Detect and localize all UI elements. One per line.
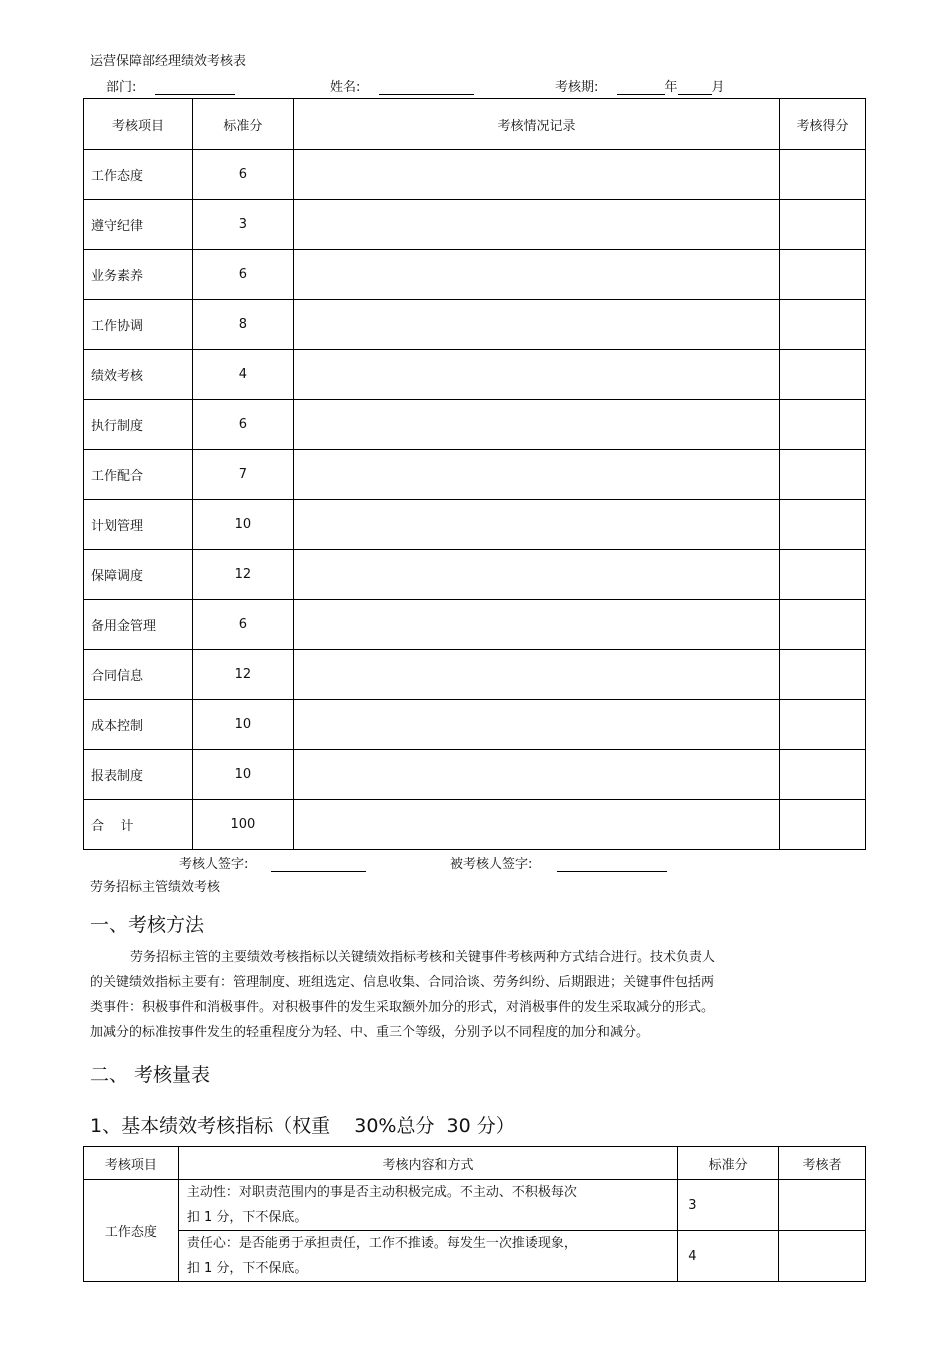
standard-score-cell: 6 — [192, 400, 293, 450]
table-row — [84, 450, 866, 500]
table-row — [84, 300, 866, 350]
table-row — [84, 650, 866, 700]
para-line: 加减分的标准按事件发生的轻重程度分为轻、中、重三个等级，分别予以不同程度的加分和减分。 — [90, 1025, 650, 1040]
table-row — [84, 750, 866, 800]
table-header-row — [84, 99, 866, 150]
header-standard-score: 标准分 — [678, 1147, 779, 1180]
record-cell[interactable] — [293, 400, 779, 450]
standard-score-cell: 6 — [192, 250, 293, 300]
content-cell — [178, 1180, 677, 1231]
table-row — [84, 150, 866, 200]
record-cell[interactable] — [293, 350, 779, 400]
table-row — [84, 500, 866, 550]
content-line: 主动性：对职责范围内的事是否主动积极完成。不主动、不积极每次 — [186, 1185, 577, 1200]
standard-score-cell: 100 — [192, 800, 293, 850]
item-cell: 工作态度 — [84, 150, 193, 200]
item-cell: 工作协调 — [84, 300, 193, 350]
item-cell: 遵守纪律 — [84, 200, 193, 250]
standard-score-cell: 10 — [192, 500, 293, 550]
record-cell[interactable] — [293, 300, 779, 350]
year-field[interactable] — [617, 78, 665, 95]
assessor-sign-group — [179, 853, 366, 872]
table-header-row — [84, 1147, 866, 1180]
record-cell[interactable] — [293, 500, 779, 550]
item-cell: 工作配合 — [84, 450, 193, 500]
item-cell: 备用金管理 — [84, 600, 193, 650]
item-cell: 保障调度 — [84, 550, 193, 600]
dept-label: 部门: — [106, 80, 137, 95]
form1-title: 运营保障部经理绩效考核表 — [90, 54, 247, 69]
content-line: 扣 1 分，下不保底。 — [186, 1210, 308, 1225]
standard-score-cell: 6 — [192, 600, 293, 650]
score-cell[interactable] — [780, 350, 866, 400]
para-line: 劳务招标主管的主要绩效考核指标以关键绩效指标考核和关键事件考核两种方式结合进行。技术负责人 — [130, 950, 716, 965]
header-record: 考核情况记录 — [293, 99, 779, 150]
record-cell[interactable] — [293, 550, 779, 600]
record-cell[interactable] — [293, 200, 779, 250]
header-assessor: 考核者 — [779, 1147, 866, 1180]
assessor-cell[interactable] — [779, 1231, 866, 1282]
table-row — [84, 200, 866, 250]
form1-header-row — [106, 76, 235, 95]
record-cell[interactable] — [293, 150, 779, 200]
item-cell: 合同信息 — [84, 650, 193, 700]
form1-table — [83, 98, 866, 850]
standard-score-cell: 6 — [192, 150, 293, 200]
content-cell — [178, 1231, 677, 1282]
header-standard-score: 标准分 — [192, 99, 293, 150]
header-item: 考核项目 — [84, 99, 193, 150]
item-cell: 成本控制 — [84, 700, 193, 750]
table-row — [84, 600, 866, 650]
score-cell[interactable] — [780, 250, 866, 300]
score-cell[interactable] — [780, 650, 866, 700]
record-cell[interactable] — [293, 700, 779, 750]
record-cell[interactable] — [293, 800, 779, 850]
record-cell[interactable] — [293, 650, 779, 700]
form2-table — [83, 1146, 866, 1282]
standard-score-cell: 3 — [192, 200, 293, 250]
table-row — [84, 250, 866, 300]
month-label: 月 — [711, 80, 725, 95]
header-item: 考核项目 — [84, 1147, 179, 1180]
score-cell[interactable] — [780, 450, 866, 500]
record-cell[interactable] — [293, 750, 779, 800]
dept-field[interactable] — [155, 78, 235, 95]
score-cell[interactable] — [780, 400, 866, 450]
name-field[interactable] — [379, 78, 474, 95]
standard-score-cell: 3 — [678, 1180, 779, 1231]
table-row — [84, 1180, 866, 1231]
score-cell[interactable] — [780, 150, 866, 200]
score-cell[interactable] — [780, 500, 866, 550]
table-row — [84, 700, 866, 750]
assessor-sign-label: 考核人签字: — [179, 857, 249, 872]
form2-title: 劳务招标主管绩效考核 — [90, 880, 221, 895]
assessor-cell[interactable] — [779, 1180, 866, 1231]
table-row — [84, 400, 866, 450]
table-row — [84, 800, 866, 850]
assessee-sign-field[interactable] — [557, 855, 667, 872]
score-cell[interactable] — [780, 200, 866, 250]
table-row — [84, 1231, 866, 1282]
assessee-sign-label: 被考核人签字: — [450, 857, 533, 872]
standard-score-cell: 12 — [192, 650, 293, 700]
content-line: 扣 1 分，下不保底。 — [186, 1261, 308, 1276]
name-group — [330, 76, 474, 95]
period-label: 考核期: — [555, 80, 599, 95]
item-cell: 执行制度 — [84, 400, 193, 450]
record-cell[interactable] — [293, 450, 779, 500]
assessor-sign-field[interactable] — [271, 855, 366, 872]
score-cell[interactable] — [780, 300, 866, 350]
subsection1-heading: 1、基本绩效考核指标（权重 30%总分 30 分） — [90, 1115, 515, 1137]
record-cell[interactable] — [293, 600, 779, 650]
score-cell[interactable] — [780, 600, 866, 650]
table-row — [84, 550, 866, 600]
standard-score-cell: 12 — [192, 550, 293, 600]
score-cell[interactable] — [780, 800, 866, 850]
para-line: 的关键绩效指标主要有：管理制度、班组选定、信息收集、合同洽谈、劳务纠纷、后期跟进；关键事件包括两 — [90, 975, 715, 990]
item-cell: 合 计 — [84, 800, 193, 850]
score-cell[interactable] — [780, 550, 866, 600]
section2-heading: 二、 考核量表 — [90, 1064, 211, 1086]
content-line: 责任心：是否能勇于承担责任，工作不推诿。每发生一次推诿现象， — [186, 1236, 577, 1251]
para-line: 类事件：积极事件和消极事件。对积极事件的发生采取额外加分的形式，对消极事件的发生采取减分的形式。 — [90, 1000, 715, 1015]
name-label: 姓名: — [330, 80, 361, 95]
standard-score-cell: 10 — [192, 750, 293, 800]
section1-heading: 一、考核方法 — [90, 914, 205, 936]
year-label: 年 — [664, 80, 678, 95]
standard-score-cell: 4 — [192, 350, 293, 400]
assessee-sign-group — [450, 853, 667, 872]
item-cell: 业务素养 — [84, 250, 193, 300]
month-field[interactable] — [678, 78, 712, 95]
standard-score-cell: 7 — [192, 450, 293, 500]
group-item: 工作态度 — [84, 1180, 179, 1282]
score-cell[interactable] — [780, 750, 866, 800]
section1-paragraph — [90, 945, 770, 1045]
period-group — [555, 76, 725, 95]
standard-score-cell: 8 — [192, 300, 293, 350]
header-score: 考核得分 — [780, 99, 866, 150]
item-cell: 绩效考核 — [84, 350, 193, 400]
standard-score-cell: 4 — [678, 1231, 779, 1282]
table-row — [84, 350, 866, 400]
standard-score-cell: 10 — [192, 700, 293, 750]
score-cell[interactable] — [780, 700, 866, 750]
item-cell: 计划管理 — [84, 500, 193, 550]
item-cell: 报表制度 — [84, 750, 193, 800]
record-cell[interactable] — [293, 250, 779, 300]
header-content: 考核内容和方式 — [178, 1147, 677, 1180]
